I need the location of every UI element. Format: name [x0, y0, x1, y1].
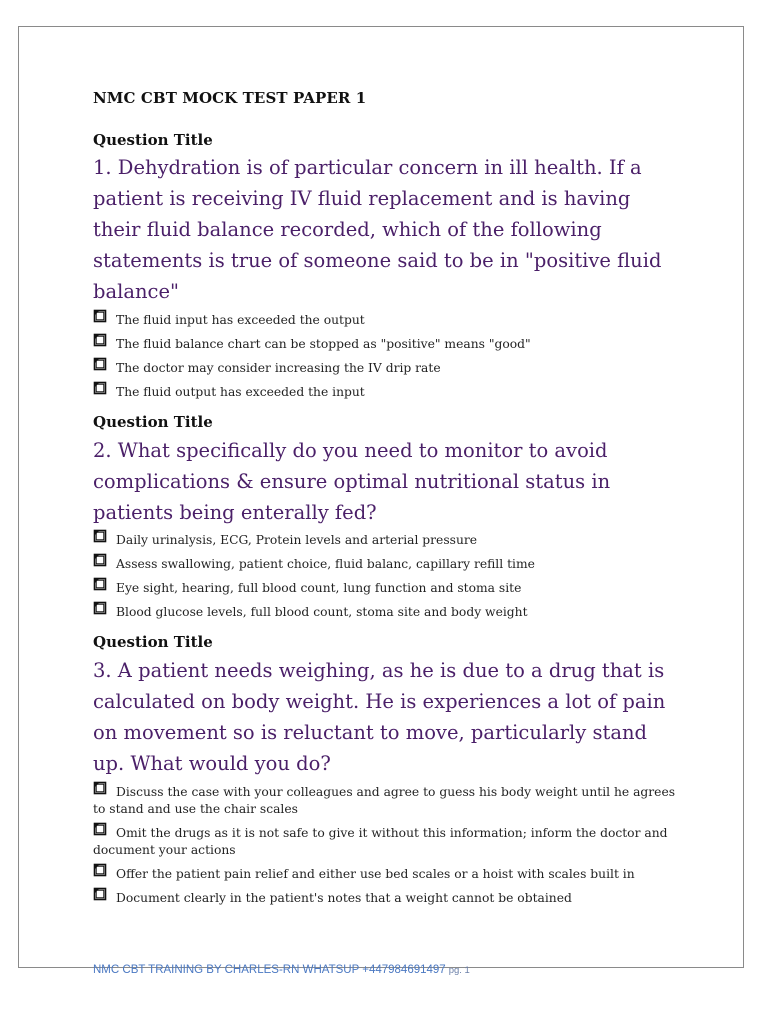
answer-option[interactable]	[93, 866, 683, 883]
answer-option-label: Blood glucose levels, full blood count, stoma site and body weight	[116, 605, 528, 619]
answer-option-label: Discuss the case with your colleagues and agree to guess his body weight until he agrees to stand and use the chair scales	[93, 785, 676, 816]
radio-button-icon[interactable]	[93, 385, 105, 397]
radio-button-icon[interactable]	[93, 581, 105, 593]
radio-button-icon[interactable]	[93, 533, 105, 545]
answer-option[interactable]	[93, 580, 683, 597]
radio-button-icon[interactable]	[93, 867, 105, 879]
answer-option[interactable]	[93, 336, 683, 353]
radio-button-icon[interactable]	[93, 605, 105, 617]
answer-option-label: The fluid output has exceeded the input	[116, 385, 365, 399]
radio-button-icon[interactable]	[93, 891, 105, 903]
question-title-label: Question Title	[93, 633, 213, 651]
radio-button-icon[interactable]	[93, 785, 105, 797]
question-title-label: Question Title	[93, 131, 213, 149]
answer-option[interactable]	[93, 604, 683, 621]
answer-option[interactable]	[93, 784, 683, 818]
answer-option[interactable]	[93, 532, 683, 549]
radio-button-icon[interactable]	[93, 557, 105, 569]
answer-option-label: Offer the patient pain relief and either use bed scales or a hoist with scales built in	[116, 867, 635, 881]
paper-title: NMC CBT MOCK TEST PAPER 1	[93, 89, 367, 107]
answer-option-label: Document clearly in the patient's notes that a weight cannot be obtained	[116, 891, 572, 905]
answer-option[interactable]	[93, 384, 683, 401]
answer-option-label: The doctor may consider increasing the IV drip rate	[116, 361, 441, 375]
answer-option-label: Omit the drugs as it is not safe to give it without this information; inform the doctor and document your actions	[93, 826, 668, 857]
answer-option-label: The fluid balance chart can be stopped as "positive" means "good"	[116, 337, 531, 351]
answer-option[interactable]	[93, 312, 683, 329]
question-text: 3. A patient needs weighing, as he is due to a drug that is calculated on body weight. He is experiences a lot of pain on movement so is reluctant to move, particularly stand up. What would you do?	[93, 659, 666, 775]
radio-button-icon[interactable]	[93, 361, 105, 373]
question-title-label: Question Title	[93, 413, 213, 431]
radio-button-icon[interactable]	[93, 826, 105, 838]
answer-option-label: Daily urinalysis, ECG, Protein levels and arterial pressure	[116, 533, 478, 547]
answer-option[interactable]	[93, 825, 683, 859]
page-footer	[93, 964, 470, 976]
answer-option-label: Eye sight, hearing, full blood count, lung function and stoma site	[116, 581, 522, 595]
question-text: 2. What specifically do you need to monitor to avoid complications & ensure optimal nutritional status in patients being enterally fed?	[93, 439, 611, 524]
page-number: pg. 1	[448, 965, 470, 976]
question-text: 1. Dehydration is of particular concern in ill health. If a patient is receiving IV fluid replacement and is having their fluid balance recorded, which of the following statements is true of someone said to be in "positive fluid balance"	[93, 156, 662, 303]
answer-option-label: The fluid input has exceeded the output	[116, 313, 365, 327]
radio-button-icon[interactable]	[93, 337, 105, 349]
answer-option[interactable]	[93, 556, 683, 573]
answer-option[interactable]	[93, 890, 683, 907]
radio-button-icon[interactable]	[93, 313, 105, 325]
answer-option-label: Assess swallowing, patient choice, fluid balanc, capillary refill time	[116, 557, 535, 571]
footer-text: NMC CBT TRAINING BY CHARLES-RN WHATSUP +447984691497	[93, 964, 446, 976]
answer-option[interactable]	[93, 360, 683, 377]
